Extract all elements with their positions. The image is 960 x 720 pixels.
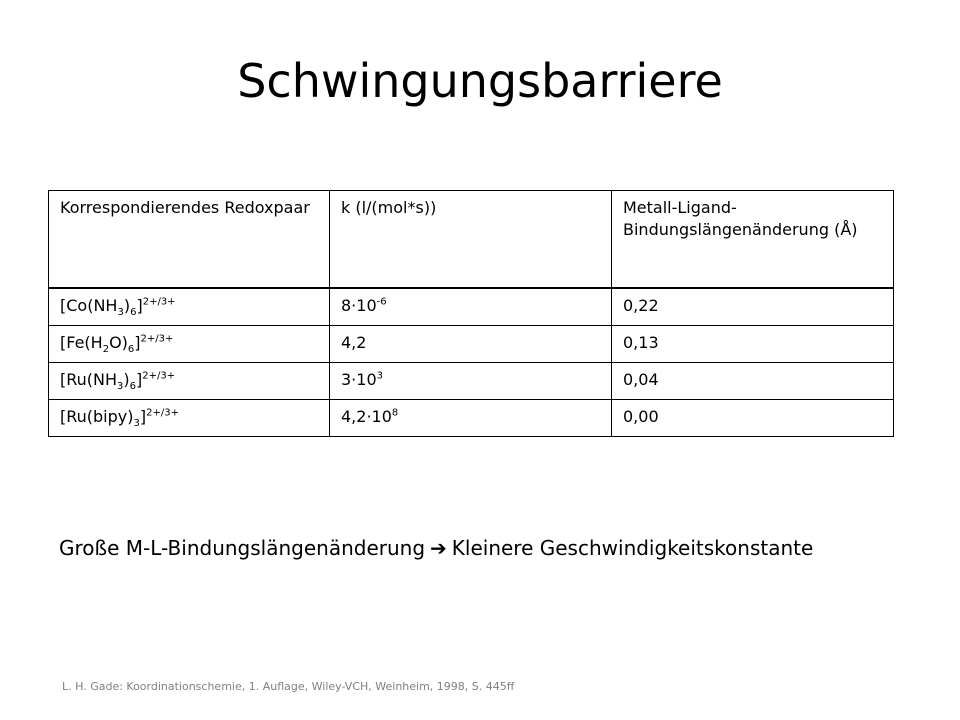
conclusion-statement [59, 536, 813, 560]
rate-constant-cell: $4,2\cdot 10^8$ [330, 400, 612, 437]
bond-length-change-cell: 0,22 [612, 288, 894, 326]
table-row [49, 288, 894, 326]
conclusion-effect: Kleinere Geschwindigkeitskonstante [451, 536, 814, 560]
rate-constant-cell: $3\cdot 10^3$ [330, 363, 612, 400]
header-redox: Korrespondierendes Redoxpaar [49, 191, 330, 289]
bond-length-change-cell: 0,00 [612, 400, 894, 437]
table-row [49, 326, 894, 363]
source-citation: L. H. Gade: Koordinationschemie, 1. Auflage, Wiley-VCH, Weinheim, 1998, S. 445ff [62, 680, 515, 693]
slide-title: Schwingungsbarriere [237, 54, 723, 108]
redox-table [48, 190, 894, 437]
rate-constant-cell: 4,2 [330, 326, 612, 363]
redox-pair-cell: $[Fe(H_2O)_6]^{2+/3+}$ [49, 326, 330, 363]
table-row [49, 400, 894, 437]
header-rate-constant: k (l/(mol*s)) [330, 191, 612, 289]
arrow-right-icon: ➔ [430, 536, 447, 560]
table-header-row [49, 191, 894, 289]
redox-pair-cell: $[Ru(NH_3)_6]^{2+/3+}$ [49, 363, 330, 400]
redox-pair-cell: $[Co(NH_3)_6]^{2+/3+}$ [49, 288, 330, 326]
conclusion-cause: Große M-L-Bindungslängenänderung [59, 536, 426, 560]
rate-constant-cell: $8\cdot 10^{-6}$ [330, 288, 612, 326]
header-bond-length-change: Metall-Ligand-Bindungslängenänderung (Å) [612, 191, 894, 289]
redox-pair-cell: $[Ru(bipy)_3]^{2+/3+}$ [49, 400, 330, 437]
bond-length-change-cell: 0,13 [612, 326, 894, 363]
table-row [49, 363, 894, 400]
bond-length-change-cell: 0,04 [612, 363, 894, 400]
